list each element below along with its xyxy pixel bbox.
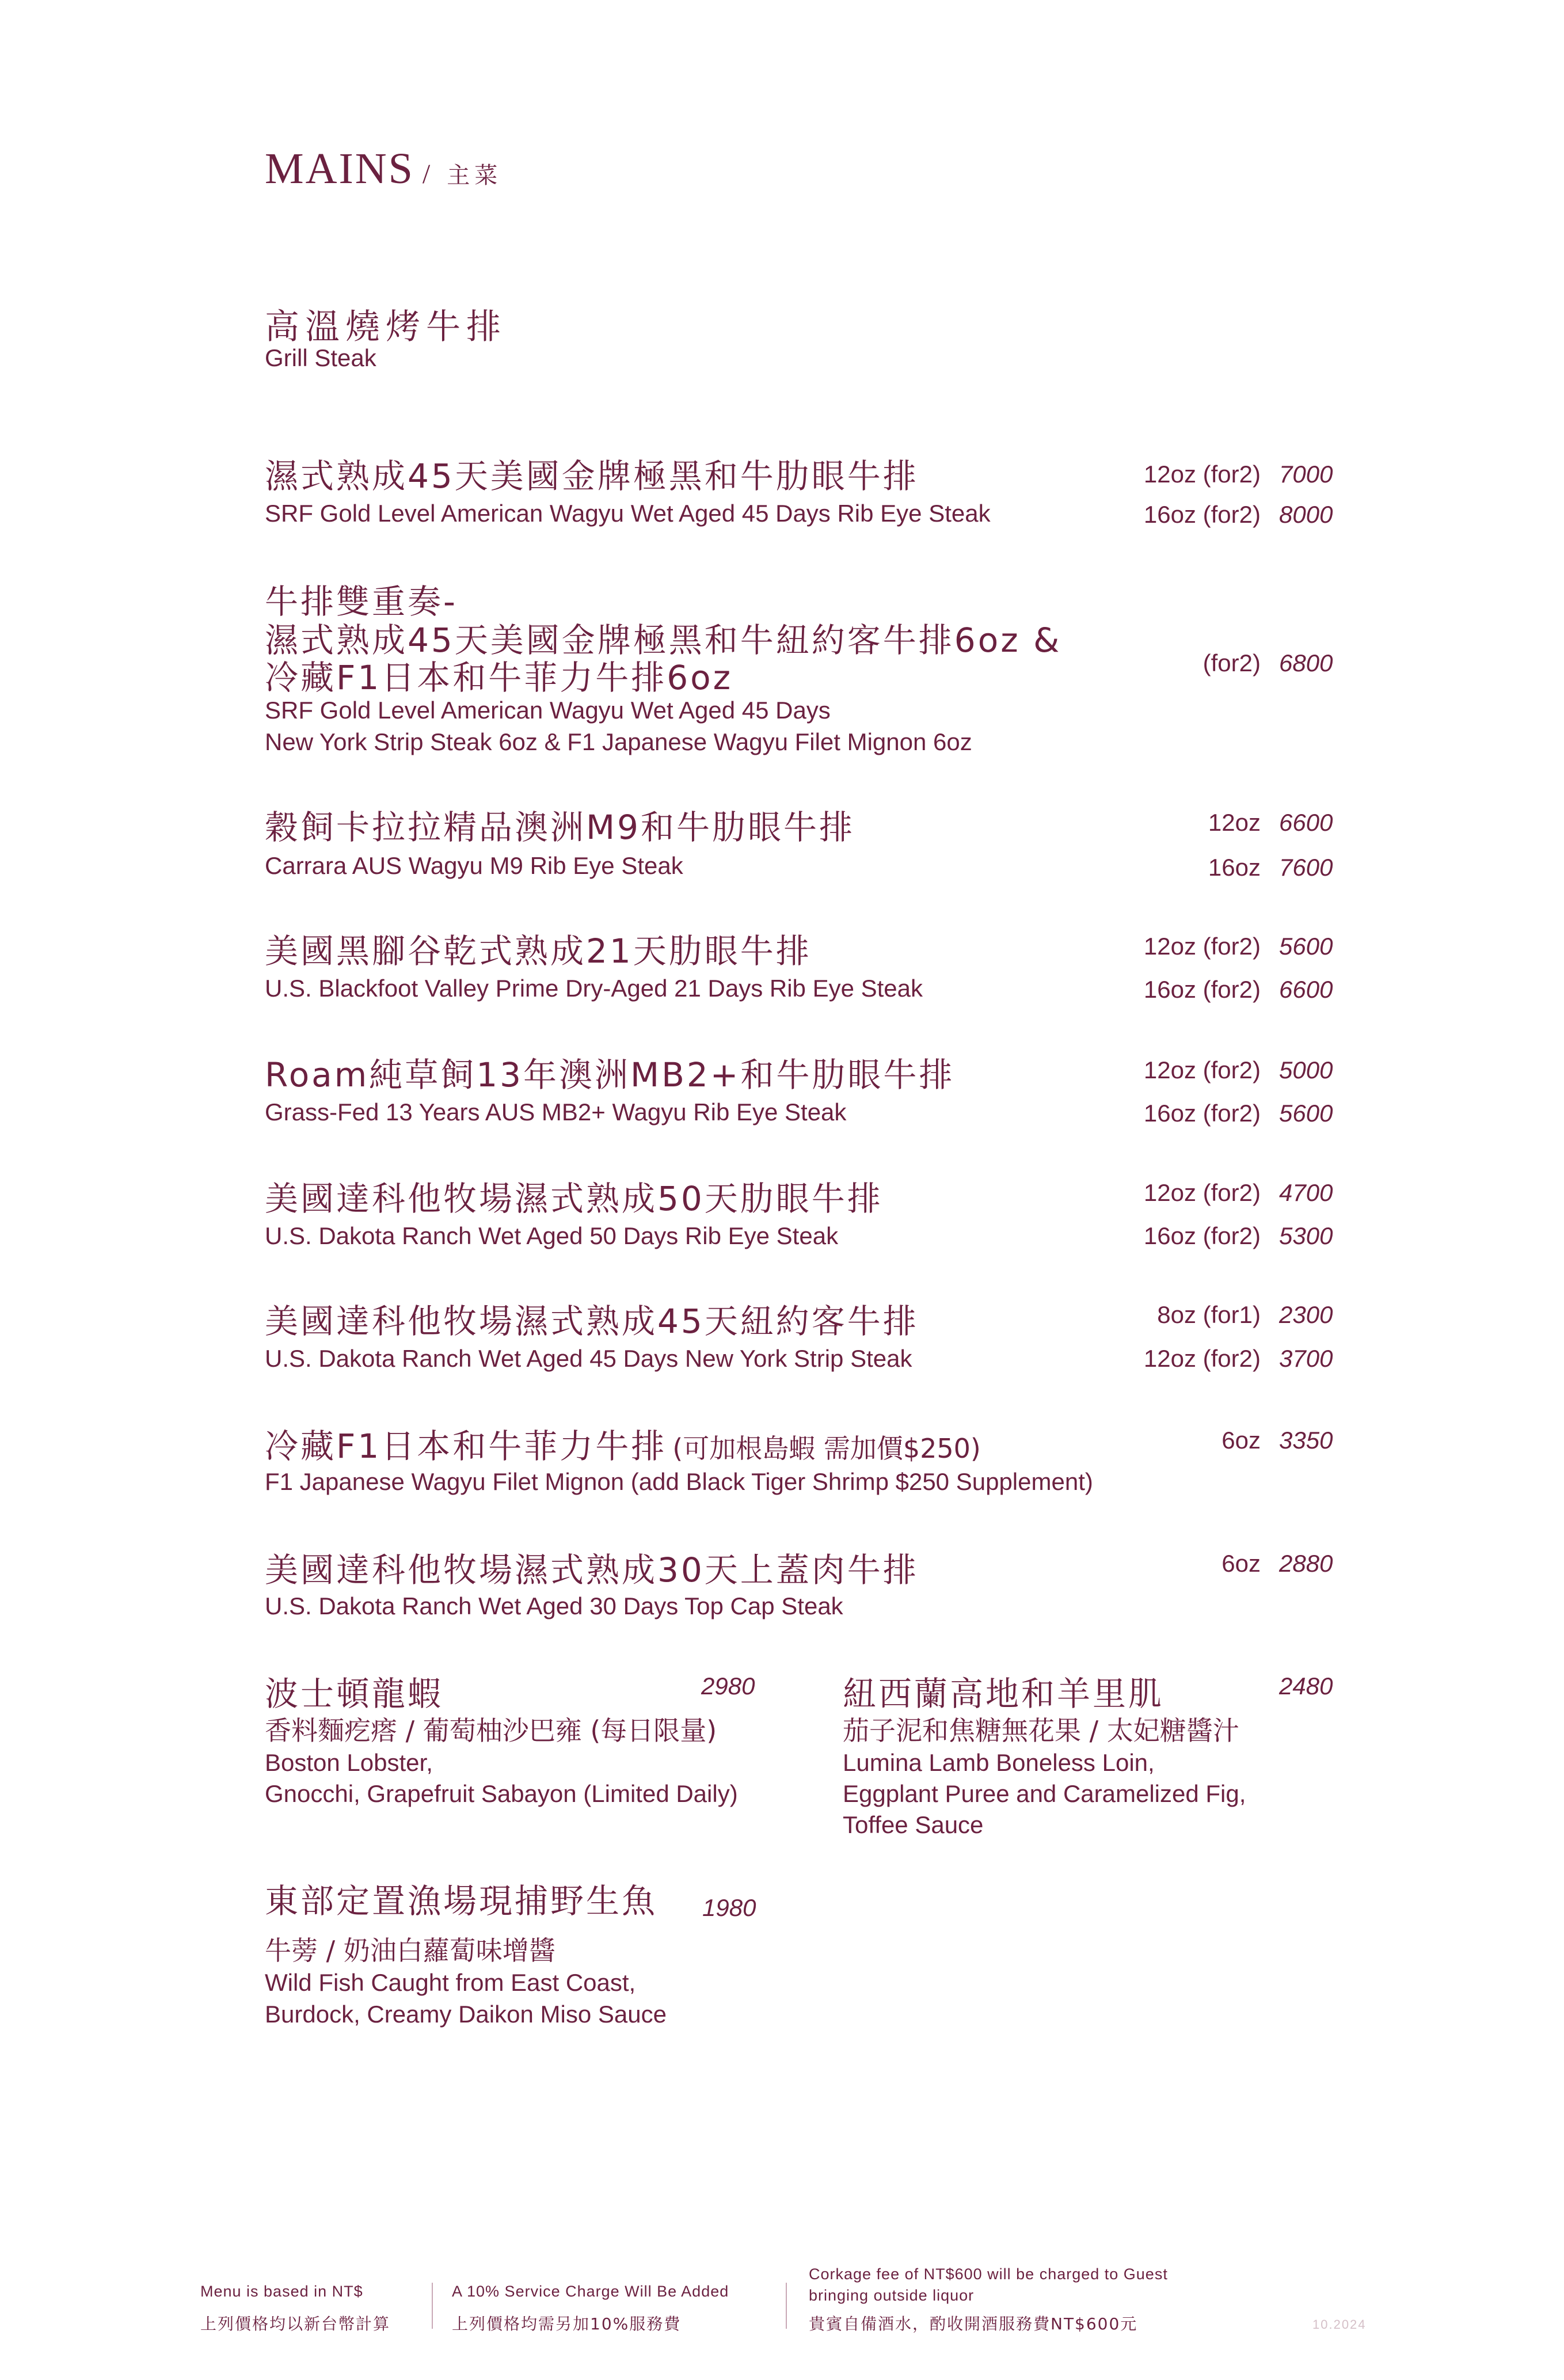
lamb-desc-en: Toffee Sauce xyxy=(843,1811,984,1838)
item-name-en: U.S. Dakota Ranch Wet Aged 45 Days New York Strip Steak xyxy=(265,1345,912,1372)
item-portion: 12oz (for2) xyxy=(1143,1056,1261,1083)
item-price: 7600 xyxy=(1279,854,1333,881)
item-name-zh: 美國黑腳谷乾式熟成21天肋眼牛排 xyxy=(265,932,812,971)
fish-name-en: Wild Fish Caught from East Coast, xyxy=(265,1969,636,1996)
item-name-en: SRF Gold Level American Wagyu Wet Aged 45 Days xyxy=(265,697,831,724)
section-title-en: Grill Steak xyxy=(265,344,376,371)
item-name-zh: 濕式熟成45天美國金牌極黑和牛紐約客牛排6oz & xyxy=(265,621,1062,660)
footer-corkage-zh: 貴賓自備酒水，酌收開酒服務費NT$600元 xyxy=(809,2314,1138,2333)
fish-desc-en: Burdock, Creamy Daikon Miso Sauce xyxy=(265,2001,667,2028)
footer-corkage-en: bringing outside liquor xyxy=(809,2287,975,2304)
item-name-en: F1 Japanese Wagyu Filet Mignon (add Black Tiger Shrimp $250 Supplement) xyxy=(265,1468,1093,1495)
footer-corkage-en: Corkage fee of NT$600 will be charged to Guest xyxy=(809,2265,1168,2283)
item-price: 5000 xyxy=(1279,1056,1333,1083)
item-portion: (for2) xyxy=(1203,649,1261,676)
item-price: 7000 xyxy=(1279,461,1333,488)
lobster-desc-en: Gnocchi, Grapefruit Sabayon (Limited Daily) xyxy=(265,1780,738,1807)
item-name-en: U.S. Blackfoot Valley Prime Dry-Aged 21 Days Rib Eye Steak xyxy=(265,975,923,1002)
lamb-price: 2480 xyxy=(1279,1672,1333,1700)
lobster-sub-zh: 香料麵疙瘩 / 葡萄柚沙巴雍 (每日限量) xyxy=(265,1715,717,1746)
item-name-zh: 美國達科他牧場濕式熟成45天紐約客牛排 xyxy=(265,1302,919,1341)
item-portion: 12oz xyxy=(1208,809,1261,836)
item-portion: 12oz (for2) xyxy=(1143,1179,1261,1206)
item-price: 2880 xyxy=(1279,1550,1333,1577)
item-name-en: SRF Gold Level American Wagyu Wet Aged 45 Days Rib Eye Steak xyxy=(265,500,991,527)
item-price: 6600 xyxy=(1279,976,1333,1003)
item-name-zh: 美國達科他牧場濕式熟成50天肋眼牛排 xyxy=(265,1179,883,1218)
item-price: 4700 xyxy=(1279,1179,1333,1206)
lamb-sub-zh: 茄子泥和焦糖無花果 / 太妃糖醬汁 xyxy=(843,1715,1239,1746)
fish-sub-zh: 牛蒡 / 奶油白蘿蔔味增醬 xyxy=(265,1935,555,1966)
item-portion: 6oz xyxy=(1221,1550,1261,1577)
footer-currency-zh: 上列價格均以新台幣計算 xyxy=(200,2314,391,2333)
item-name-zh: 冷藏F1日本和牛菲力牛排 xyxy=(265,1427,667,1466)
item-price: 3700 xyxy=(1279,1345,1333,1372)
item-portion: 6oz xyxy=(1221,1427,1261,1454)
item-price: 5300 xyxy=(1279,1222,1333,1249)
item-portion: 16oz (for2) xyxy=(1143,501,1261,528)
item-portion: 12oz (for2) xyxy=(1143,461,1261,488)
item-price: 2300 xyxy=(1279,1301,1333,1328)
item-price: 6800 xyxy=(1279,649,1333,676)
item-portion: 16oz (for2) xyxy=(1143,1222,1261,1249)
footer-service-en: A 10% Service Charge Will Be Added xyxy=(452,2283,729,2300)
item-name-en: U.S. Dakota Ranch Wet Aged 50 Days Rib Eye Steak xyxy=(265,1222,839,1249)
page-title xyxy=(265,144,502,194)
item-portion: 12oz (for2) xyxy=(1143,933,1261,960)
title-zh: 主菜 xyxy=(447,162,503,189)
item-portion: 12oz (for2) xyxy=(1143,1345,1261,1372)
item-price: 8000 xyxy=(1279,501,1333,528)
lamb-name-zh: 紐西蘭高地和羊里肌 xyxy=(843,1674,1165,1713)
item-note-zh: (可加根島蝦 需加價$250) xyxy=(672,1433,981,1464)
item-name-zh: Roam純草飼13年澳洲MB2+和牛肋眼牛排 xyxy=(265,1055,955,1094)
item-name-en: Carrara AUS Wagyu M9 Rib Eye Steak xyxy=(265,852,683,879)
title-slash: / xyxy=(422,159,432,189)
lobster-price: 2980 xyxy=(701,1672,755,1700)
item-price: 6600 xyxy=(1279,809,1333,836)
lamb-desc-en: Eggplant Puree and Caramelized Fig, xyxy=(843,1780,1246,1807)
item-name-en: U.S. Dakota Ranch Wet Aged 30 Days Top Cap Steak xyxy=(265,1592,843,1619)
title-en: MAINS xyxy=(265,145,414,193)
footer-service-zh: 上列價格均需另加10%服務費 xyxy=(452,2314,682,2333)
item-name-en: New York Strip Steak 6oz & F1 Japanese Wagyu Filet Mignon 6oz xyxy=(265,728,972,755)
fish-name-zh: 東部定置漁場現捕野生魚 xyxy=(265,1881,658,1921)
item-price: 5600 xyxy=(1279,933,1333,960)
item-name-zh: 美國達科他牧場濕式熟成30天上蓋肉牛排 xyxy=(265,1550,919,1590)
item-name-zh: 穀飼卡拉拉精品澳洲M9和牛肋眼牛排 xyxy=(265,808,855,847)
item-price: 3350 xyxy=(1279,1427,1333,1454)
footer-divider xyxy=(786,2283,787,2329)
lamb-name-en: Lumina Lamb Boneless Loin, xyxy=(843,1749,1155,1776)
footer-currency-en: Menu is based in NT$ xyxy=(200,2283,363,2300)
footer-date: 10.2024 xyxy=(1312,2317,1367,2332)
lobster-name-zh: 波士頓龍蝦 xyxy=(265,1674,444,1713)
item-portion: 16oz (for2) xyxy=(1143,976,1261,1003)
item-name-zh: 濕式熟成45天美國金牌極黑和牛肋眼牛排 xyxy=(265,457,919,496)
lobster-name-en: Boston Lobster, xyxy=(265,1749,433,1776)
item-name-zh: 牛排雙重奏- xyxy=(265,582,458,621)
item-portion: 16oz xyxy=(1208,854,1261,881)
item-name-zh-row xyxy=(265,1419,981,1467)
item-name-en: Grass-Fed 13 Years AUS MB2+ Wagyu Rib Eye Steak xyxy=(265,1098,847,1126)
footer-divider xyxy=(432,2283,433,2329)
item-price: 5600 xyxy=(1279,1100,1333,1127)
item-portion: 16oz (for2) xyxy=(1143,1100,1261,1127)
fish-price: 1980 xyxy=(702,1894,756,1921)
section-title-zh: 高溫燒烤牛排 xyxy=(265,307,507,347)
item-name-zh: 冷藏F1日本和牛菲力牛排6oz xyxy=(265,658,733,697)
item-portion: 8oz (for1) xyxy=(1157,1301,1261,1328)
